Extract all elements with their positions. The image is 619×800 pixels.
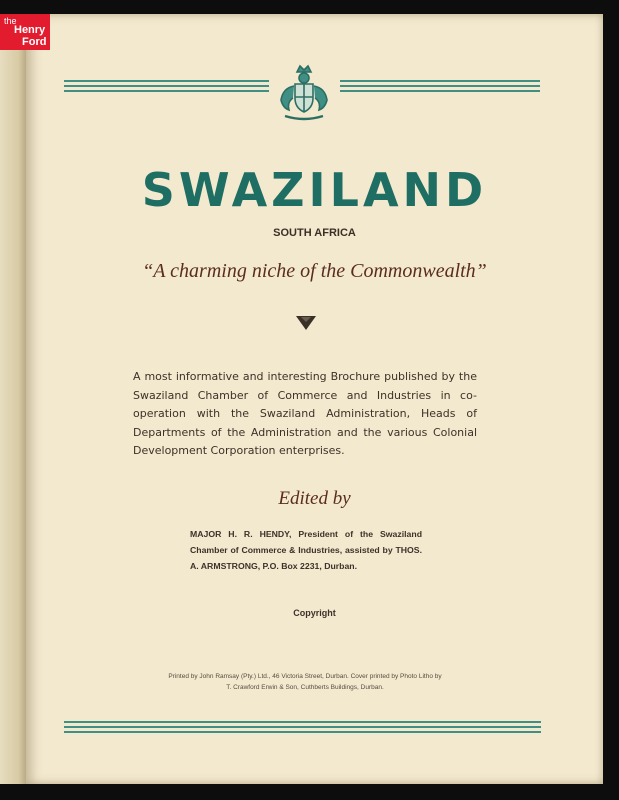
book-spine xyxy=(0,14,27,784)
top-rule-left xyxy=(64,80,269,92)
printer-line-2: T. Crawford Erwin & Son, Cuthberts Buildings, Durban. xyxy=(226,684,384,691)
down-triangle-icon xyxy=(296,316,316,330)
logo-ford: Ford xyxy=(22,36,47,48)
printer-credit xyxy=(120,671,490,693)
henry-ford-logo xyxy=(0,14,50,50)
subtitle: SOUTH AFRICA xyxy=(273,227,356,239)
copyright-notice: Copyright xyxy=(293,608,336,618)
bottom-rule xyxy=(64,721,541,733)
tagline: “A charming niche of the Commonwealth” xyxy=(142,260,487,282)
top-rule-right xyxy=(340,80,540,92)
logo-henry: Henry xyxy=(14,24,46,36)
royal-coat-of-arms-icon xyxy=(271,60,337,126)
editors-credit: MAJOR H. R. HENDY, President of the Swaziland Chamber of Commerce & Industries, assisted by THOS. A. ARMSTRONG, P.O. Box 2231, Durban. xyxy=(190,529,422,571)
edited-by-heading: Edited by xyxy=(278,488,351,509)
logo-the: the xyxy=(4,16,17,26)
description-paragraph: A most informative and interesting Brochure published by the Swaziland Chamber of Commerce and Industries in co-operation with the Swaziland Administration, Heads of Departments of the Administration and the various Colonial Development Corporation enterprises. xyxy=(133,370,477,457)
page-title: SWAZILAND xyxy=(141,163,488,217)
printer-line-1: Printed by John Ramsay (Pty.) Ltd., 46 Victoria Street, Durban. Cover printed by Photo Litho by xyxy=(168,673,442,680)
